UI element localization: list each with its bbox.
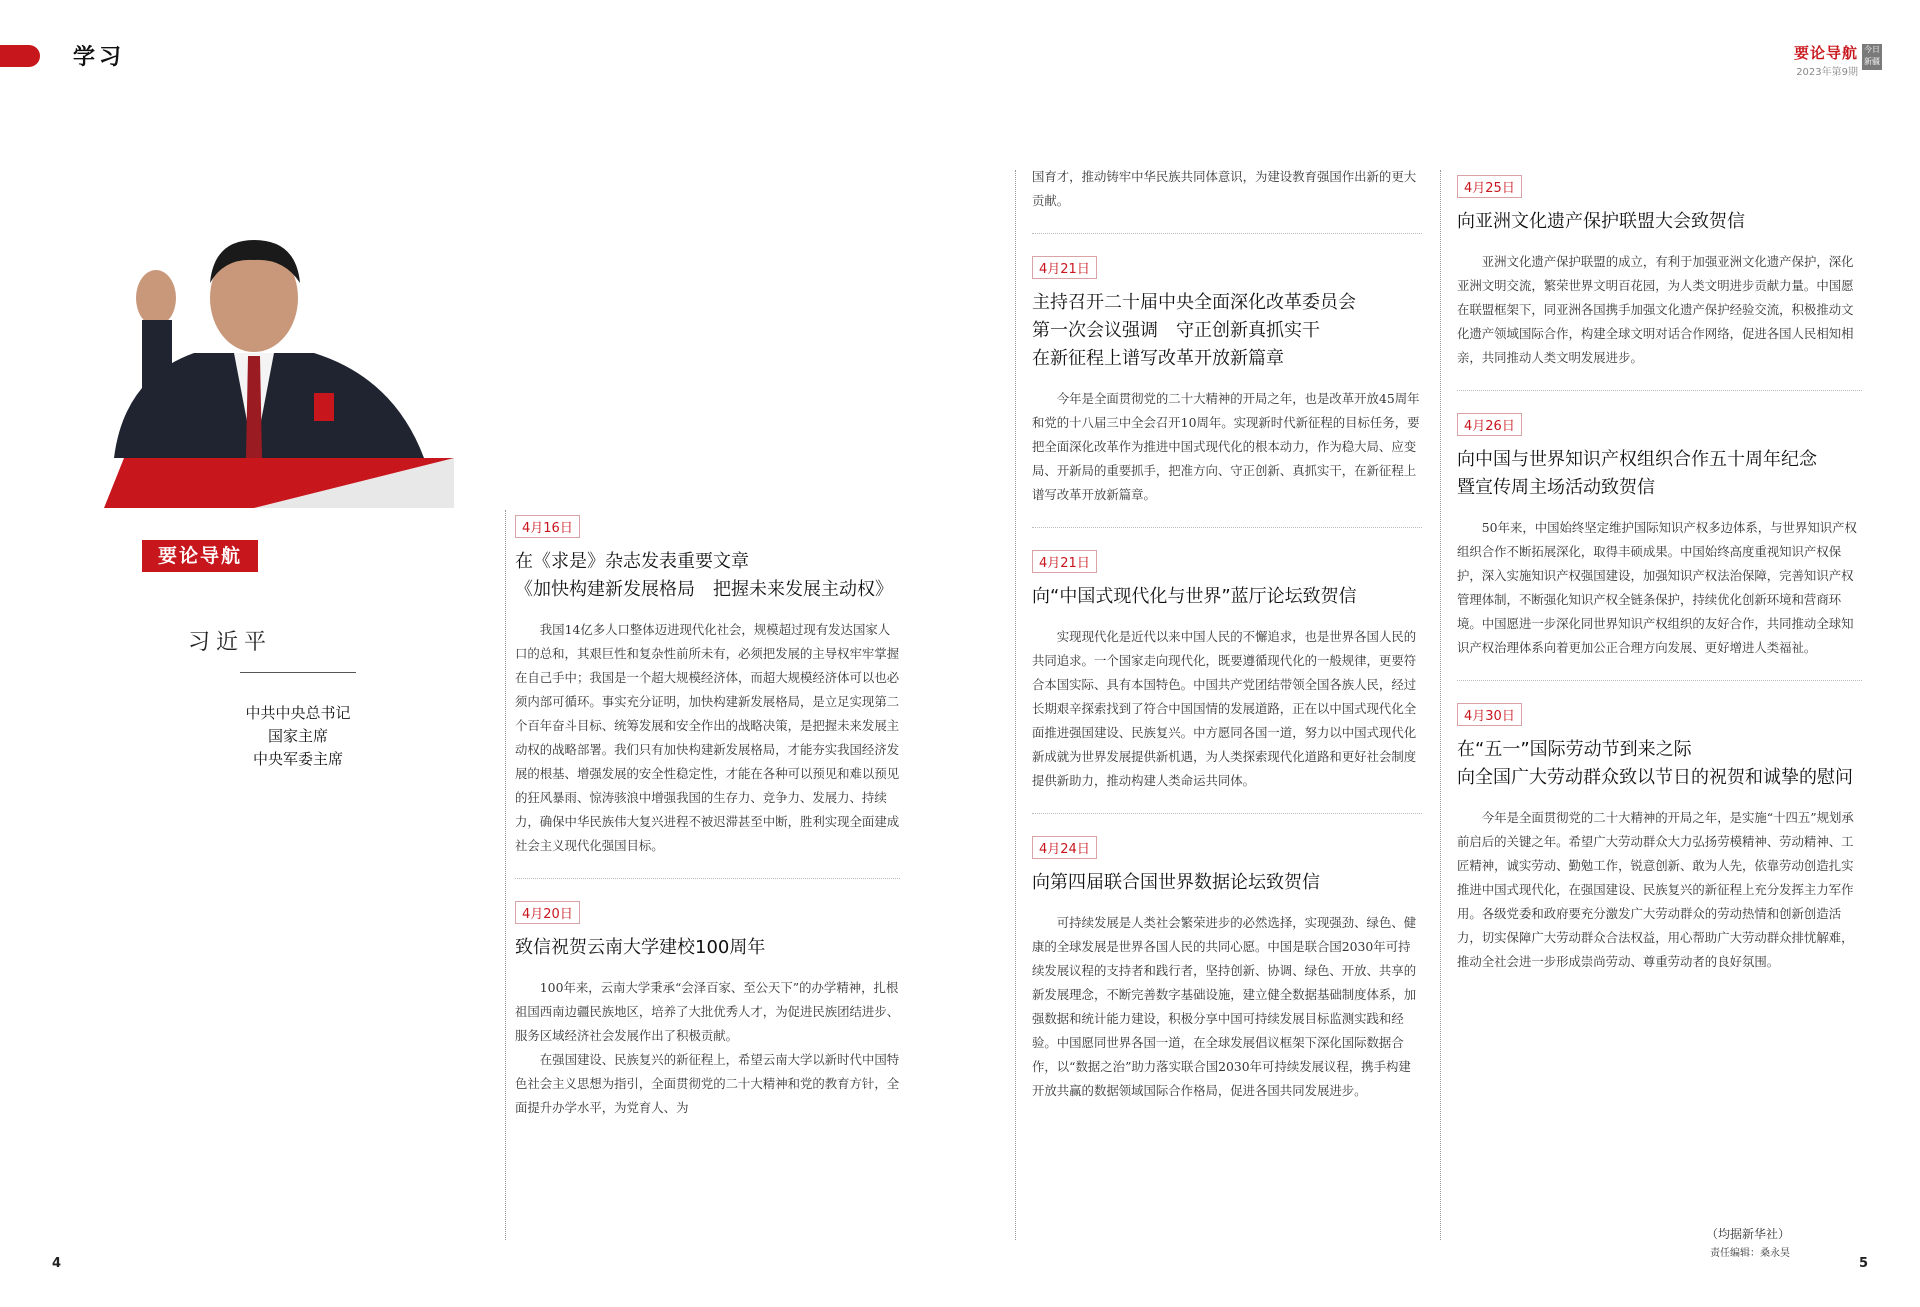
article-separator bbox=[1457, 680, 1862, 681]
column-2 bbox=[1032, 165, 1422, 1103]
brand-issue: 2023年第9期 bbox=[1796, 67, 1858, 78]
article-body: 可持续发展是人类社会繁荣进步的必然选择，实现强劲、绿色、健康的全球发展是世界各国人民的共同心愿。中国是联合国2030年可持续发展议程的支持者和践行者，坚持创新、协调、绿色、开放、共享的新发展理念，不断完善数字基础设施，建立健全数据基础制度体系，加强数据和统计能力建设，积极分享中国可持续发展目标监测实践和经验。中国愿同世界各国一道，在全球发展倡议框架下深化国际数据合作，以“数据之治”助力落实联合国2030年可持续发展议程，携手构建开放共赢的数据领域国际合作格局，促进各国共同发展进步。 bbox=[1032, 915, 1417, 1098]
article bbox=[1032, 256, 1422, 507]
article-date: 4月16日 bbox=[515, 515, 580, 538]
section-title: 学习 bbox=[73, 45, 126, 70]
column-1 bbox=[515, 515, 900, 1120]
person-title-3: 中央军委主席 bbox=[252, 750, 343, 768]
article-date: 4月21日 bbox=[1032, 256, 1097, 279]
person-title-1: 中共中央总书记 bbox=[245, 704, 351, 722]
article-title: 在《求是》杂志发表重要文章 《加快构建新发展格局 把握未来发展主动权》 bbox=[515, 551, 893, 600]
article-date: 4月20日 bbox=[515, 901, 580, 924]
article-separator bbox=[1032, 527, 1422, 528]
article-title: 致信祝贺云南大学建校100周年 bbox=[515, 937, 766, 958]
article-body: 亚洲文化遗产保护联盟的成立，有利于加强亚洲文化遗产保护，深化亚洲文明交流，繁荣世界文明百花园，为人类文明进步贡献力量。中国愿在联盟框架下，同亚洲各国携手加强文化遗产保护经验交流，积极推动文化遗产领域国际合作，构建全球文明对话合作网络，促进各国人民相知相亲，共同推动人类文明发展进步。 bbox=[1457, 254, 1854, 365]
article-separator bbox=[1032, 813, 1422, 814]
article bbox=[1032, 550, 1422, 793]
article bbox=[515, 515, 900, 858]
article-title: 向中国与世界知识产权组织合作五十周年纪念 暨宣传周主场活动致贺信 bbox=[1457, 449, 1817, 498]
article-title: 向亚洲文化遗产保护联盟大会致贺信 bbox=[1457, 211, 1745, 232]
source-note: （均据新华社） bbox=[1705, 1227, 1790, 1241]
person-name: 习近平 bbox=[187, 630, 272, 655]
column-divider bbox=[1015, 170, 1016, 1240]
article-body: 100年来，云南大学秉承“会泽百家、至公天下”的办学精神，扎根祖国西南边疆民族地区，培养了大批优秀人才，为促进民族团结进步、服务区域经济社会发展作出了积极贡献。 bbox=[515, 980, 900, 1043]
article bbox=[1032, 836, 1422, 1103]
brand-title: 要论导航 bbox=[1793, 44, 1858, 62]
article-date: 4月24日 bbox=[1032, 836, 1097, 859]
article-date: 4月26日 bbox=[1457, 413, 1522, 436]
article-body: 实现现代化是近代以来中国人民的不懈追求，也是世界各国人民的共同追求。一个国家走向现代化，既要遵循现代化的一般规律，更要符合本国实际、具有本国特色。中国共产党团结带领全国各族人民，经过长期艰辛探索找到了符合中国国情的发展道路，正在以中国式现代化全面推进强国建设、民族复兴。中方愿同各国一道，努力以中国式现代化新成就为世界发展提供新机遇，为人类探索现代化道路和更好社会制度提供新助力，推动构建人类命运共同体。 bbox=[1032, 629, 1417, 788]
article-title: 向“中国式现代化与世界”蓝厅论坛致贺信 bbox=[1032, 586, 1357, 607]
article-title: 主持召开二十届中央全面深化改革委员会 第一次会议强调 守正创新真抓实干 在新征程上谱写改革开放新篇章 bbox=[1032, 292, 1356, 369]
article bbox=[1457, 703, 1862, 974]
page-number-left: 4 bbox=[52, 1256, 62, 1271]
column-divider bbox=[1440, 170, 1441, 1240]
article bbox=[1457, 175, 1862, 370]
article-body: 我国14亿多人口整体迈进现代化社会，规模超过现有发达国家人口的总和，其艰巨性和复杂性前所未有，必须把发展的主导权牢牢掌握在自己手中；我国是一个超大规模经济体，而超大规模经济体可以也必须内部可循环。事实充分证明，加快构建新发展格局，是立足实现第二个百年奋斗目标、统筹发展和安全作出的战略决策，是把握未来发展主动权的战略部署。我们只有加快构建新发展格局，才能夯实我国经济发展的根基、增强发展的安全性稳定性，才能在各种可以预见和难以预见的狂风暴雨、惊涛骇浪中增强我国的生存力、竞争力、发展力、持续力，确保中华民族伟大复兴进程不被迟滞甚至中断，胜利实现全面建成社会主义现代化强国目标。 bbox=[515, 622, 900, 853]
article bbox=[515, 901, 900, 1120]
article-date: 4月21日 bbox=[1032, 550, 1097, 573]
header-red-tab bbox=[0, 45, 40, 67]
portrait-photo bbox=[104, 228, 454, 508]
article-title: 向第四届联合国世界数据论坛致贺信 bbox=[1032, 872, 1320, 893]
article-date: 4月25日 bbox=[1457, 175, 1522, 198]
column-divider bbox=[505, 510, 506, 1240]
article-separator bbox=[1457, 390, 1862, 391]
page-number-right: 5 bbox=[1858, 1256, 1868, 1271]
editor-credit: 责任编辑：桑永昊 bbox=[1710, 1248, 1790, 1259]
article-body-cont: 在强国建设、民族复兴的新征程上，希望云南大学以新时代中国特色社会主义思想为指引，全面贯彻党的二十大精神和党的教育方针，全面提升办学水平，为党育人、为 bbox=[515, 1052, 900, 1115]
article-body-continued: 国育才，推动铸牢中华民族共同体意识，为建设教育强国作出新的更大贡献。 bbox=[1032, 169, 1417, 208]
section-badge: 要论导航 bbox=[142, 540, 258, 572]
column-3 bbox=[1457, 175, 1862, 974]
brand-block bbox=[1794, 42, 1858, 78]
article-separator bbox=[515, 878, 900, 879]
article bbox=[1457, 413, 1862, 660]
article-body: 今年是全面贯彻党的二十大精神的开局之年，是实施“十四五”规划承前启后的关键之年。希望广大劳动群众大力弘扬劳模精神、劳动精神、工匠精神，诚实劳动、勤勉工作，锐意创新、敢为人先，依靠劳动创造扎实推进中国式现代化，在强国建设、民族复兴的新征程上充分发挥主力军作用。各级党委和政府要充分激发广大劳动群众的劳动热情和创新创造活力，切实保障广大劳动群众合法权益，用心帮助广大劳动群众排忧解难，推动全社会进一步形成崇尚劳动、尊重劳动者的良好氛围。 bbox=[1457, 810, 1854, 969]
article-body: 50年来，中国始终坚定维护国际知识产权多边体系，与世界知识产权组织合作不断拓展深化，取得丰硕成果。中国始终高度重视知识产权保护，深入实施知识产权强国建设，加强知识产权法治保障，完善知识产权管理体制，不断强化知识产权全链条保护，持续优化创新环境和营商环境。中国愿进一步深化同世界知识产权组织的友好合作，共同推动全球知识产权治理体系向着更加公正合理方向发展、更好增进人类福祉。 bbox=[1457, 520, 1857, 655]
article-body: 今年是全面贯彻党的二十大精神的开局之年，也是改革开放45周年和党的十八届三中全会召开10周年。实现新时代新征程的目标任务，要把全面深化改革作为推进中国式现代化的根本动力，作为稳大局、应变局、开新局的重要抓手，把准方向、守正创新、真抓实干，在新征程上谱写改革开放新篇章。 bbox=[1032, 391, 1420, 502]
person-title-2: 国家主席 bbox=[267, 727, 328, 745]
article-title: 在“五一”国际劳动节到来之际 向全国广大劳动群众致以节日的祝贺和诚挚的慰问 bbox=[1457, 739, 1853, 788]
article-separator bbox=[1032, 233, 1422, 234]
brand-logo-box: 今日 新疆 bbox=[1862, 44, 1882, 70]
article-date: 4月30日 bbox=[1457, 703, 1522, 726]
name-divider bbox=[240, 672, 356, 673]
